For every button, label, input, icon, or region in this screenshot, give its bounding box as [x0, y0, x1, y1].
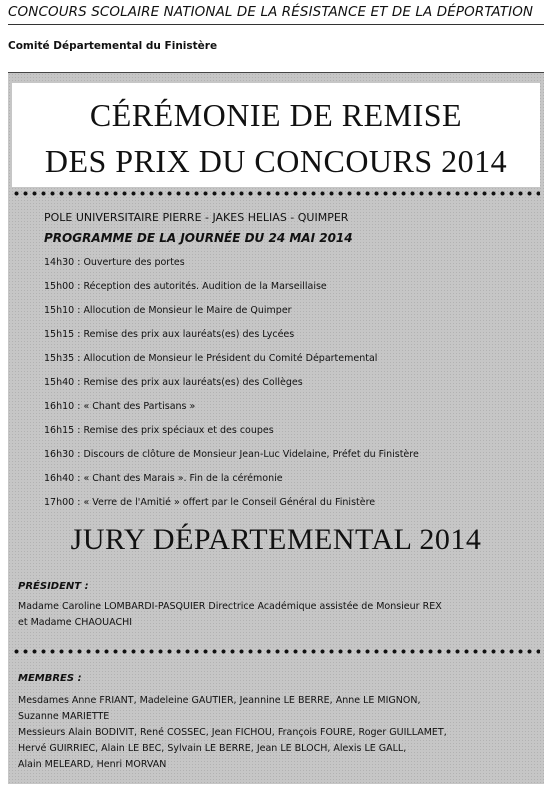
schedule-item: 16h40 : « Chant des Marais ». Fin de la cérémonie [44, 473, 283, 484]
programme-heading: PROGRAMME DE LA JOURNÉE DU 24 MAI 2014 [44, 231, 353, 245]
schedule-item: 15h40 : Remise des prix aux lauréats(es) des Collèges [44, 377, 303, 388]
schedule-item: 15h10 : Allocution de Monsieur le Maire de Quimper [44, 305, 292, 316]
ceremony-title-line1: CÉRÉMONIE DE REMISE [89, 97, 463, 133]
schedule-item: 16h15 : Remise des prix spéciaux et des coupes [44, 425, 274, 436]
jury-title: JURY DÉPARTEMENTAL 2014 [70, 523, 482, 556]
series-title: CONCOURS SCOLAIRE NATIONAL DE LA RÉSISTANCE ET DE LA DÉPORTATION [8, 4, 534, 20]
member-line: Hervé GUIRRIEC, Alain LE BEC, Sylvain LE BERRE, Jean LE BLOCH, Alexis LE GALL, [18, 743, 407, 754]
member-line: Messieurs Alain BODIVIT, René COSSEC, Jean FICHOU, François FOURE, Roger GUILLAMET, [18, 727, 447, 738]
member-line: Mesdames Anne FRIANT, Madeleine GAUTIER, Jeannine LE BERRE, Anne LE MIGNON, [18, 695, 421, 706]
schedule-item: 15h00 : Réception des autorités. Audition de la Marseillaise [44, 281, 327, 292]
schedule-item: 16h10 : « Chant des Partisans » [44, 401, 196, 412]
committee-name: Comité Départemental du Finistère [8, 40, 218, 52]
president-label: PRÉSIDENT : [18, 581, 89, 592]
ceremony-title-line2: DES PRIX DU CONCOURS 2014 [44, 143, 508, 179]
member-line: Alain MELEARD, Henri MORVAN [18, 759, 167, 770]
president-line: Madame Caroline LOMBARDI-PASQUIER Directrice Académique assistée de Monsieur REX [18, 601, 442, 612]
schedule-item: 14h30 : Ouverture des portes [44, 257, 185, 268]
schedule-item: 17h00 : « Verre de l'Amitié » offert par le Conseil Général du Finistère [44, 497, 376, 508]
president-line: et Madame CHAOUACHI [18, 617, 133, 628]
schedule-item: 16h30 : Discours de clôture de Monsieur Jean-Luc Videlaine, Préfet du Finistère [44, 449, 419, 460]
schedule-item: 15h35 : Allocution de Monsieur le Président du Comité Départemental [44, 353, 378, 364]
ceremony-banner [12, 83, 540, 187]
members-label: MEMBRES : [18, 673, 82, 684]
header-rule [8, 24, 544, 25]
program-panel [8, 72, 544, 784]
schedule-item: 15h15 : Remise des prix aux lauréats(es) des Lycées [44, 329, 295, 340]
member-line: Suzanne MARIETTE [18, 711, 110, 722]
dotted-divider [12, 191, 540, 196]
venue: POLE UNIVERSITAIRE PIERRE - JAKES HELIAS - QUIMPER [44, 211, 349, 224]
dotted-divider [12, 649, 540, 654]
